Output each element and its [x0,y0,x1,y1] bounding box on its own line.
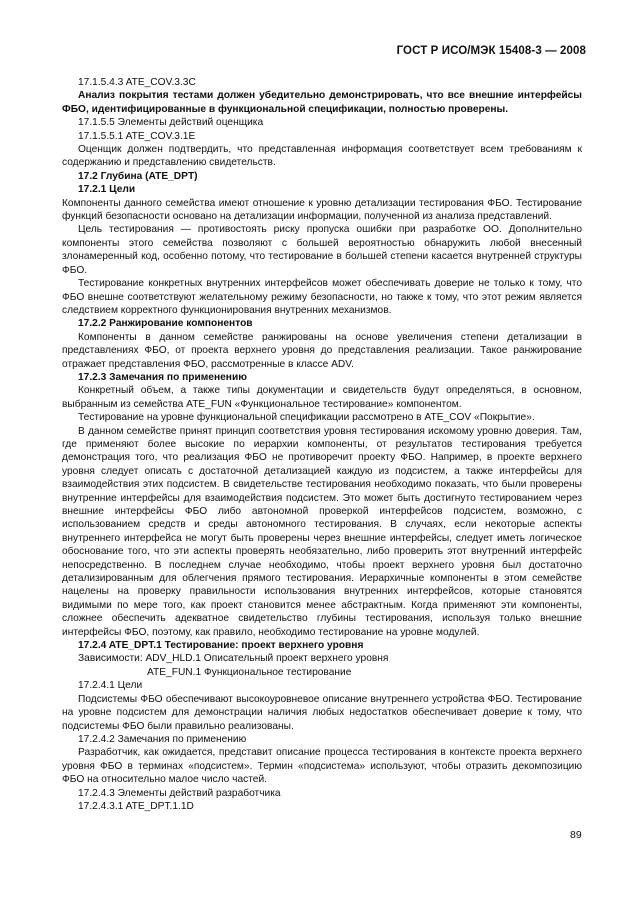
page-number: 89 [570,829,582,841]
paragraph: Разработчик, как ожидается, представит описание процесса тестирования в контексте проекта верхнего уровня ФБО в терминах «подсистем». Термин «подсистема» используют, чтобы отразить декомпозицию ФБО на относительно малое число частей. [62,747,582,786]
dependencies-line: ATE_FUN.1 Функциональное тестирование [147,666,352,678]
clause-number: 17.1.5.5.1 ATE_COV.3.1E [78,130,196,142]
clause-title: 17.2.4.2 Замечания по применению [78,733,247,745]
document-body [62,76,582,813]
paragraph: Тестирование на уровне функциональной спецификации рассмотрено в ATE_COV «Покрытие». [78,412,535,424]
paragraph: Конкретный объем, а также типы документации и свидетельств будут определяться, в основном, выбранным из семейства ATE_FUN «Функциональное тестирование» компонентом. [62,385,582,410]
paragraph: Тестирование конкретных внутренних интерфейсов может обеспечивать доверие не только к тому, что ФБО внешне соответствуют желательному режиму безопасности, но также к тому, что этот режим является следствием корректного функционирования внутренних механизмов. [62,278,582,316]
page-header: ГОСТ Р ИСО/МЭК 15408-3 — 2008 [396,45,586,57]
subsection-heading: 17.2.2 Ранжирование компонентов [78,318,253,330]
paragraph: Подсистемы ФБО обеспечивают высокоуровневое описание внутреннего устройства ФБО. Тестирование на уровне подсистем для демонстрации наличия любых недостатков обеспечивает доверие к тому, что подсистемы ФБО были правильно реализованы. [62,693,582,732]
clause-number: 17.1.5.4.3 ATE_COV.3.3C [78,77,196,88]
clause-title: 17.1.5.5 Элементы действий оценщика [78,117,264,129]
paragraph: Оценщик должен подтвердить, что представленная информация соответствует всем требованиям к содержанию и представлению свидетельств. [62,144,582,169]
paragraph: Цель тестирования — противостоять риску пропуска ошибки при разработке ОО. Дополнительно компоненты этого семейства позволяют с большей вероятностью обнаружить любой внесенный злонамеренный код, особенно потому, что тестирование в большей степени касается внутренней структуры ФБО. [62,224,582,276]
subsection-heading: 17.2.3 Замечания по применению [78,371,247,383]
subsection-heading: 17.2.1 Цели [78,184,136,196]
paragraph: Компоненты данного семейства имеют отношение к уровню детализации тестирования ФБО. Тестирование функций безопасности основано на детализации информации, полученной из анализа представлений. [62,197,582,223]
requirement-text: Анализ покрытия тестами должен убедительно демонстрировать, что все внешние интерфейсы ФБО, идентифицированные в функциональной спецификации, полностью проверены. [62,90,582,115]
clause-title: 17.2.4.3 Элементы действий разработчика [78,787,281,799]
subsection-heading: 17.2.4 ATE_DPT.1 Тестирование: проект верхнего уровня [78,640,364,652]
paragraph: В данном семействе принят принцип соответствия уровня тестирования искомому уровню доверия. Там, где применяют более высокие по иерархии компоненты, от результатов тестирования требуется демонстрация того, что реализация ФБО не противоречит проекту ФБО. Например, в проекте верхнего уровня следует описать с достаточной детализацией каждую из подсистем, а также интерфейсы для взаимодействия этих подсистем. В свидетельстве тестирования необходимо показать, что были проверены внутренние интерфейсы для взаимодействия подсистем. Это может быть достигнуто тестированием через внешние интерфейсы ФБО либо автономной проверкой интерфейсов подсистем, возможно, с использованием средств и среды автономного тестирования. В случаях, если некоторые аспекты внутреннего интерфейса не могут быть проверены через внешние интерфейсы, следует иметь логическое обоснование того, что эти аспекты проверять необязательно, либо проверить этот внутренний интерфейс непосредственно. В последнем случае необходимо, чтобы проект верхнего уровня был достаточно детализированным для облегчения прямого тестирования. Иерархичные компоненты в этом семействе нацелены на проверку правильности использования внутренних интерфейсов, которые становятся видимыми по мере того, как проект становится менее абстрактным. Когда применяют эти компоненты, сложнее обеспечить адекватное свидетельство глубины тестирования, используя только внешние интерфейсы ФБО, поэтому, как правило, необходимо тестирование на уровне модулей. [62,425,582,638]
paragraph: Компоненты в данном семействе ранжированы на основе увеличения степени детализации в представлениях ФБО, от проекта верхнего уровня до представления реализации. Такое ранжирование отражает представления ФБО, рассмотренные в классе ADV. [62,331,582,370]
clause-number: 17.2.4.3.1 ATE_DPT.1.1D [78,800,194,812]
section-heading: 17.2 Глубина (ATE_DPT) [78,170,198,182]
clause-title: 17.2.4.1 Цели [78,680,143,692]
dependencies-line: Зависимости: ADV_HLD.1 Описательный проект верхнего уровня [78,653,389,665]
